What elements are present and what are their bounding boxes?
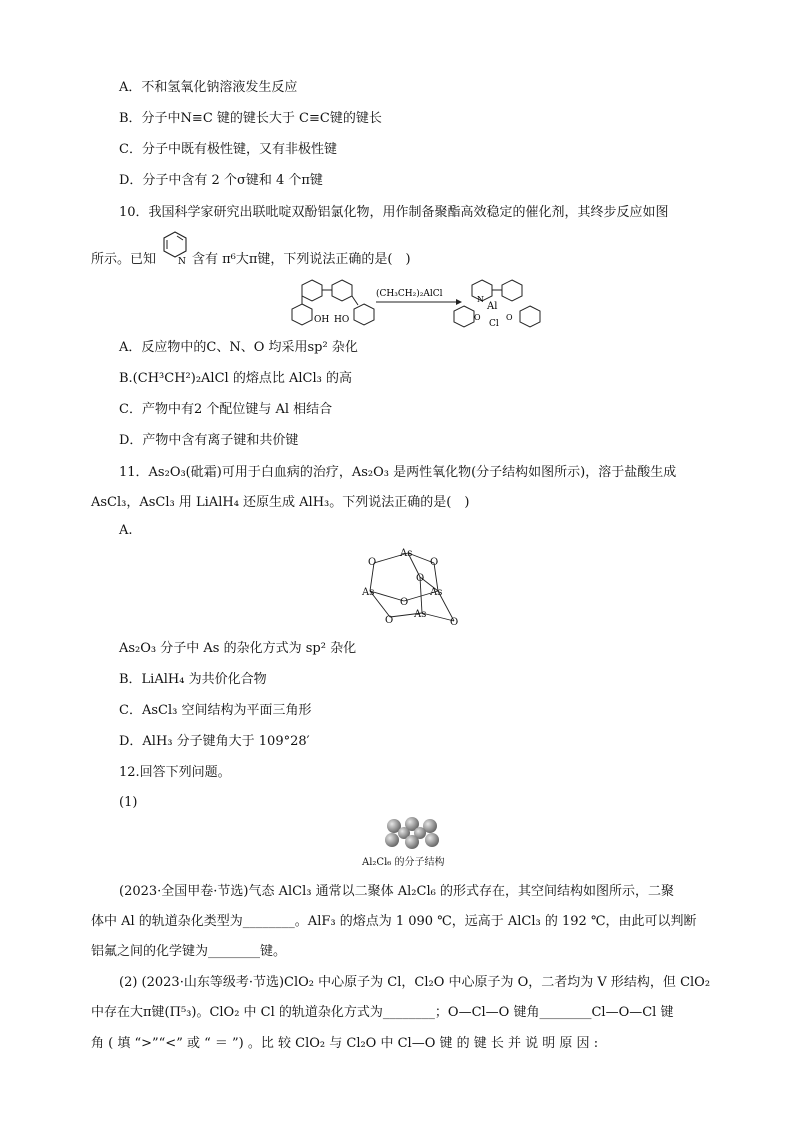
o-label-5: O: [385, 615, 394, 626]
product-o2-label: O: [506, 313, 513, 322]
question-12-part2-text-end: 角 ( 填 “>”“<” 或 “ ＝ ”) 。比 较 ClO₂ 与 Cl₂O 中 Cl—O 键 的 键 长 并 说 明 原 因 :: [91, 1036, 599, 1051]
option-c-q9: C．分子中既有极性键，又有非极性键: [119, 142, 337, 157]
option-a-q9: A．不和氢氧化钠溶液发生反应: [119, 80, 298, 95]
o-label-4: O: [400, 597, 409, 608]
pyridine-n-label: N: [178, 257, 186, 267]
question-12-part2-text-cont: 中存在大π键(Π⁵₃)。ClO₂ 中 Cl 的轨道杂化方式为________；O—Cl—O 键角________Cl—O—Cl 键: [91, 1005, 674, 1020]
question-12-part1-text-cont: 体中 Al 的轨道杂化类型为________。AlF₃ 的熔点为 1 090 ℃，远高于 AlCl₃ 的 192 ℃，由此可以判断: [91, 914, 697, 929]
option-c-q10: C．产物中有2 个配位键与 Al 相结合: [119, 402, 333, 417]
as-label-right: As: [430, 587, 443, 598]
question-12-part1-text: (2023·全国甲卷·节选)气态 AlCl₃ 通常以二聚体 Al₂Cl₆ 的形式存在，其空间结构如图所示，二聚: [119, 884, 674, 899]
option-d-q11: D．AlH₃ 分子键角大于 109°28′: [119, 734, 310, 749]
option-b-q11: B．LiAlH₄ 为共价化合物: [119, 672, 267, 687]
option-d-q9: D．分子中含有 2 个σ键和 4 个π键: [119, 173, 323, 188]
option-b-q9: B．分子中N≡C 键的键长大于 C≡C键的键长: [119, 111, 382, 126]
option-a-q11-text: As₂O₃ 分子中 As 的杂化方式为 sp² 杂化: [119, 641, 357, 656]
option-d-q10: D．产物中含有离子键和共价键: [119, 433, 299, 448]
question-11-stem: 11．As₂O₃(砒霜)可用于白血病的治疗，As₂O₃ 是两性氧化物(分子结构如图所示)，溶于盐酸生成: [119, 465, 677, 480]
reaction-reagent-label: (CH₃CH₂)₂AlCl: [376, 289, 443, 299]
as4o6-structure-figure: [358, 543, 468, 631]
al2cl6-structure-figure: [382, 816, 444, 850]
question-12-part1-label: (1): [119, 795, 138, 810]
o-label-3: O: [416, 573, 425, 584]
question-12-part2-text: (2) (2023·山东等级考·节选)ClO₂ 中心原子为 Cl，Cl₂O 中心原子为 O，二者均为 V 形结构，但 ClO₂: [119, 975, 711, 990]
product-n-label: N: [477, 295, 484, 304]
as-label-top: As: [400, 548, 413, 559]
reactant-oh-label: OH: [314, 315, 330, 325]
option-a-q11-label: A.: [119, 523, 133, 538]
al2cl6-caption: Al₂Cl₆ 的分子结构: [362, 857, 445, 868]
product-cl-label: Cl: [489, 319, 499, 329]
as-label-bottom: As: [414, 609, 427, 620]
o-label-2: O: [430, 557, 439, 568]
question-11-stem-cont: AsCl₃，AsCl₃ 用 LiAlH₄ 还原生成 AlH₃。下列说法正确的是( ): [91, 495, 470, 510]
question-10-known-prefix: 所示。已知: [91, 252, 157, 267]
option-a-q10: A．反应物中的C、N、O 均采用sp² 杂化: [119, 340, 358, 355]
question-12-part1-text-end: 铝氟之间的化学键为________键。: [91, 944, 287, 959]
question-10-known-suffix: 含有 π⁶大π键，下列说法正确的是( ): [192, 252, 411, 267]
pyridine-structure-icon: [160, 228, 190, 268]
reactant-ho-label: HO: [334, 315, 350, 325]
product-o1-label: O: [474, 313, 481, 322]
question-10-stem: 10．我国科学家研究出联吡啶双酚铝氯化物，用作制备聚酯高效稳定的催化剂，其终步反应如图: [119, 205, 669, 220]
product-al-label: Al: [487, 301, 498, 312]
reaction-scheme-figure: [284, 274, 544, 334]
as-label-left: As: [362, 587, 375, 598]
o-label-1: O: [368, 557, 377, 568]
option-c-q11: C．AsCl₃ 空间结构为平面三角形: [119, 703, 312, 718]
o-label-6: O: [450, 617, 459, 628]
question-12-heading: 12.回答下列问题。: [119, 765, 231, 780]
option-b-q10: B.(CH³CH²)₂AlCl 的熔点比 AlCl₃ 的高: [119, 371, 352, 386]
